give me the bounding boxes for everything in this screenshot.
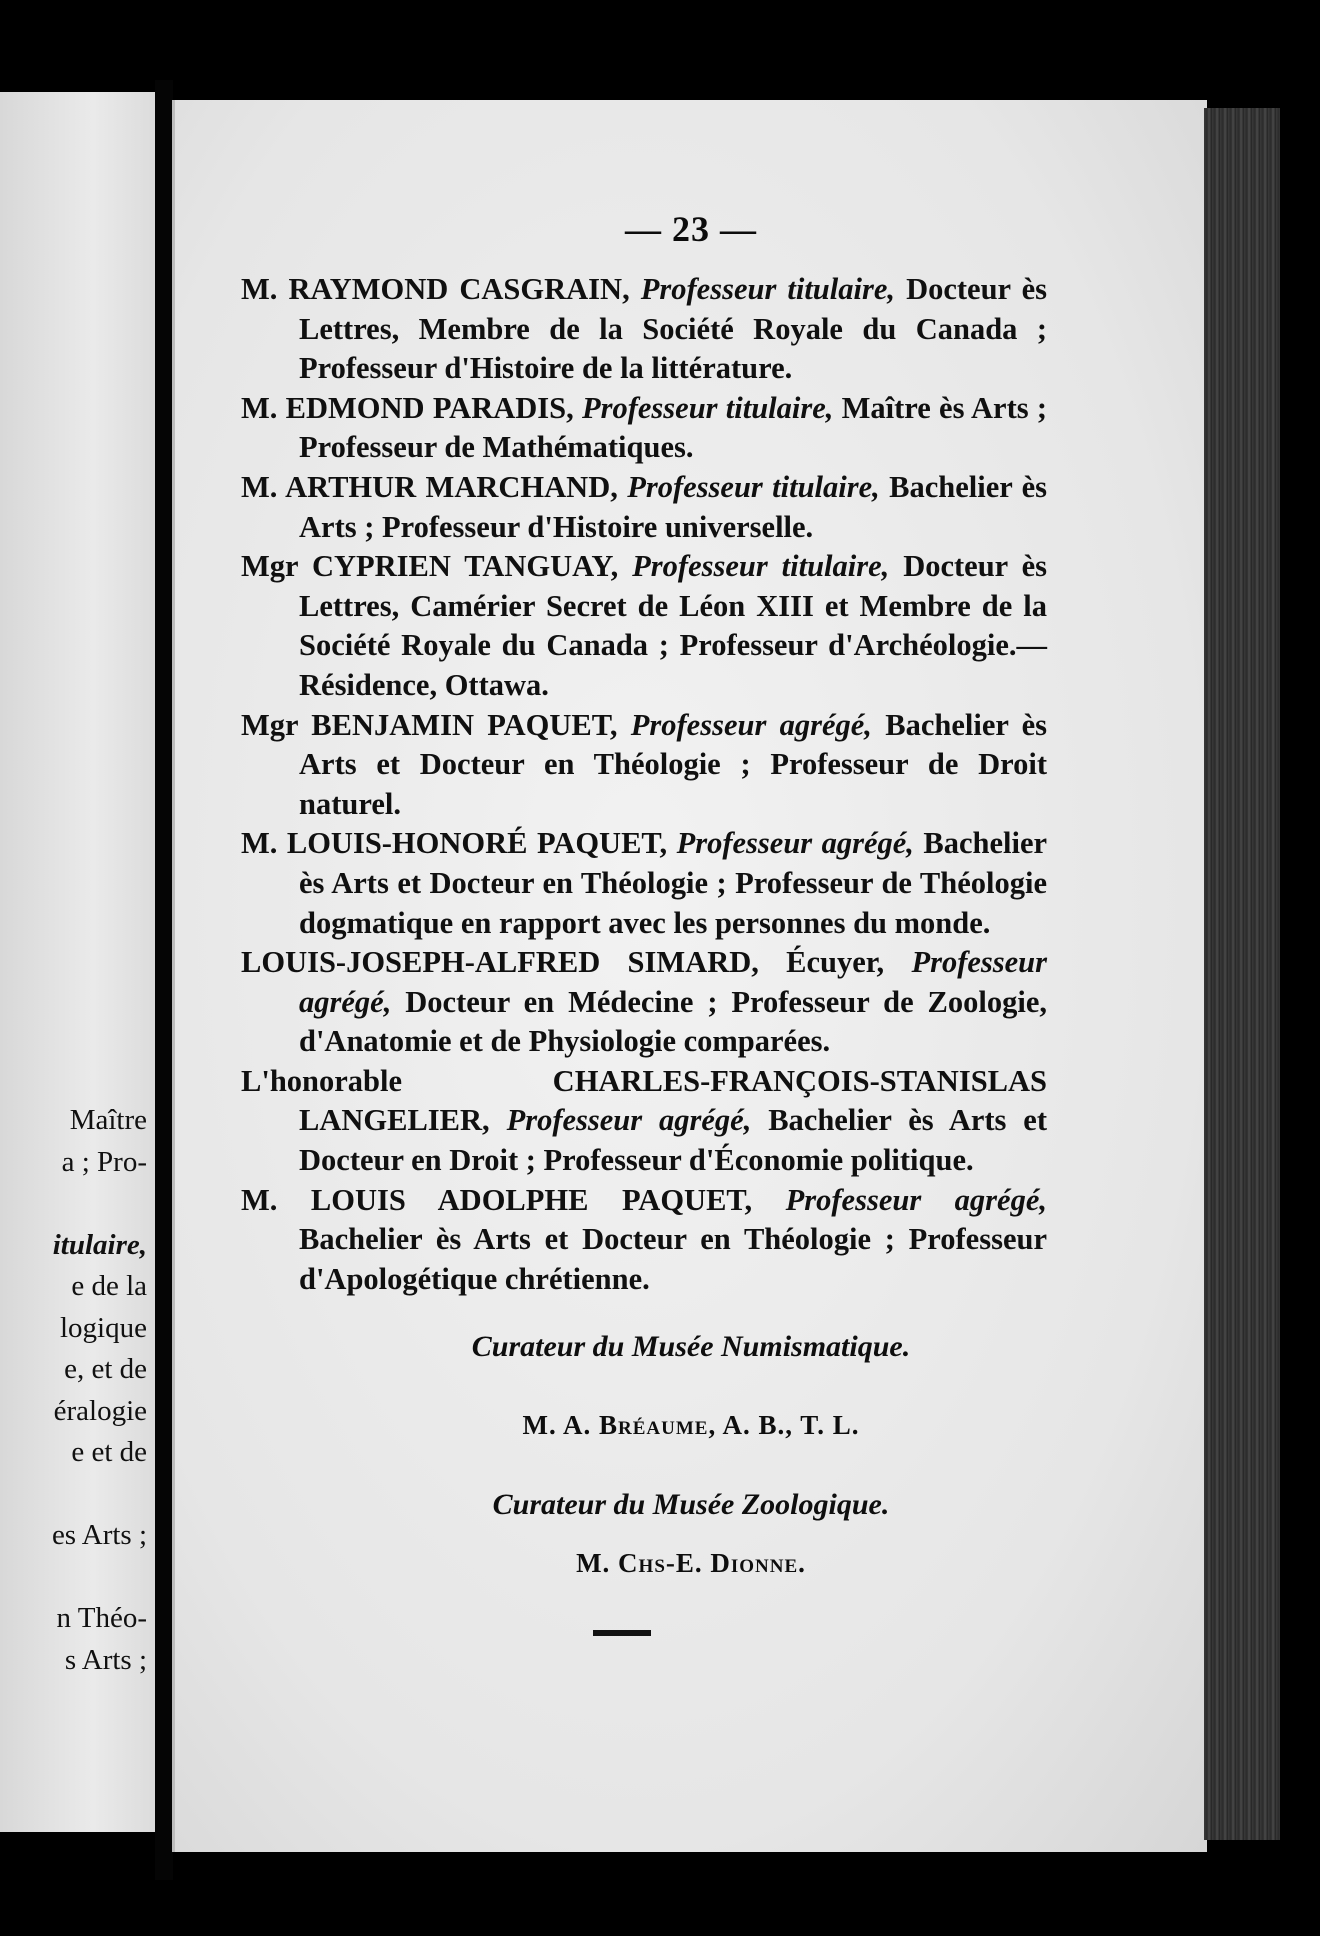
entry-title: Professeur titulaire, (581, 390, 834, 425)
entry-title: Professeur agrégé, (676, 826, 914, 861)
left-page-line: s Arts ; (64, 1643, 147, 1676)
entry-name: M. EDMOND PARADIS, (241, 390, 574, 425)
page-number: — 23 — (625, 209, 757, 249)
entry-name: M. RAYMOND CASGRAIN, (241, 272, 630, 306)
entry-details: Bachelier ès Arts et Docteur en Théologie ; Professeur de Théologie dogmatique en rapport avec les personnes du monde. (299, 826, 1048, 940)
left-page-line (7, 1474, 147, 1516)
entry-details: Maître ès Arts ; Professeur de Mathématiques. (299, 390, 1047, 465)
left-page-fragment (0, 92, 155, 1832)
entry-details: Docteur en Médecine ; Professeur de Zoologie, d'Anatomie et de Physiologie comparées. (299, 984, 1047, 1059)
faculty-entry (241, 389, 1047, 468)
entry-details: Bachelier ès Arts ; Professeur d'Histoire universelle. (299, 469, 1048, 544)
entry-name: Mgr CYPRIEN TANGUAY, (241, 549, 619, 584)
left-page-line: logique (60, 1311, 147, 1344)
faculty-entry (241, 270, 1047, 389)
left-page-line: n Théo- (56, 1602, 147, 1634)
entry-title: Professeur titulaire, (640, 272, 895, 306)
left-page-line (7, 1557, 147, 1599)
entry-title: Professeur agrégé, (785, 1182, 1048, 1217)
entry-name: M. ARTHUR MARCHAND, (241, 469, 618, 504)
faculty-entry (241, 468, 1047, 547)
left-page-line: es Arts ; (51, 1519, 147, 1551)
entry-title: Professeur titulaire, (627, 469, 880, 504)
left-page-line: Maître (69, 1104, 147, 1136)
closing-rule (593, 1630, 651, 1636)
entry-name: LOUIS-JOSEPH-ALFRED SIMARD, Écuyer, (241, 945, 885, 980)
entry-details: Bachelier ès Arts et Docteur en Droit ; Professeur d'Économie politique. (299, 1103, 1047, 1178)
left-page-line (7, 1183, 147, 1225)
page-gutter (155, 80, 173, 1880)
faculty-list (241, 270, 1047, 1299)
entry-title: Professeur agrégé, (506, 1103, 752, 1138)
zoological-curator-heading: Curateur du Musée Zoologique. (492, 1488, 890, 1521)
entry-name: M. LOUIS ADOLPHE PAQUET, (241, 1182, 753, 1217)
numismatic-curator-heading: Curateur du Musée Numismatique. (471, 1330, 911, 1363)
entry-details: Bachelier ès Arts et Docteur en Théologie ; Professeur d'Apologétique chrétienne. (299, 1222, 1047, 1296)
entry-title: Professeur agrégé, (630, 707, 872, 742)
entry-title: Professeur titulaire, (632, 549, 890, 584)
left-page-line: a ; Pro- (61, 1145, 147, 1178)
entry-name: L'honorable CHARLES-FRANÇOIS-STANISLAS LANGELIER, (241, 1063, 1047, 1138)
faculty-entry (241, 943, 1047, 1062)
entry-name: M. LOUIS-HONORÉ PAQUET, (241, 826, 668, 861)
entry-details: Docteur ès Lettres, Camérier Secret de Léon XIII et Membre de la Société Royale du Canada ; Professeur d'Archéologie.— Résidence, Ottawa. (299, 549, 1047, 702)
faculty-entry (241, 1062, 1047, 1181)
entry-title: Professeur agrégé, (299, 945, 1047, 1019)
book-edge (1204, 108, 1280, 1840)
left-page-line: itulaire, (52, 1228, 147, 1261)
faculty-entry (241, 547, 1047, 705)
entry-name: Mgr BENJAMIN PAQUET, (241, 707, 618, 742)
page (172, 100, 1207, 1852)
faculty-entry (241, 1181, 1047, 1300)
entry-details: Docteur ès Lettres, Membre de la Société Royale du Canada ; Professeur d'Histoire de la littérature. (299, 272, 1047, 386)
left-page-line: e de la (71, 1270, 147, 1302)
numismatic-curator-name: M. A. Bréaume, A. B., T. L. (522, 1410, 860, 1440)
left-page-line: e, et de (64, 1353, 147, 1385)
entry-details: Bachelier ès Arts et Docteur en Théologie ; Professeur de Droit naturel. (299, 707, 1048, 821)
faculty-entry (241, 706, 1047, 825)
left-page-line: éralogie (53, 1394, 147, 1427)
faculty-entry (241, 824, 1047, 943)
left-page-line: e et de (71, 1436, 147, 1468)
zoological-curator-name: M. Chs-E. Dionne. (576, 1548, 806, 1578)
left-page-text (7, 1100, 147, 1681)
